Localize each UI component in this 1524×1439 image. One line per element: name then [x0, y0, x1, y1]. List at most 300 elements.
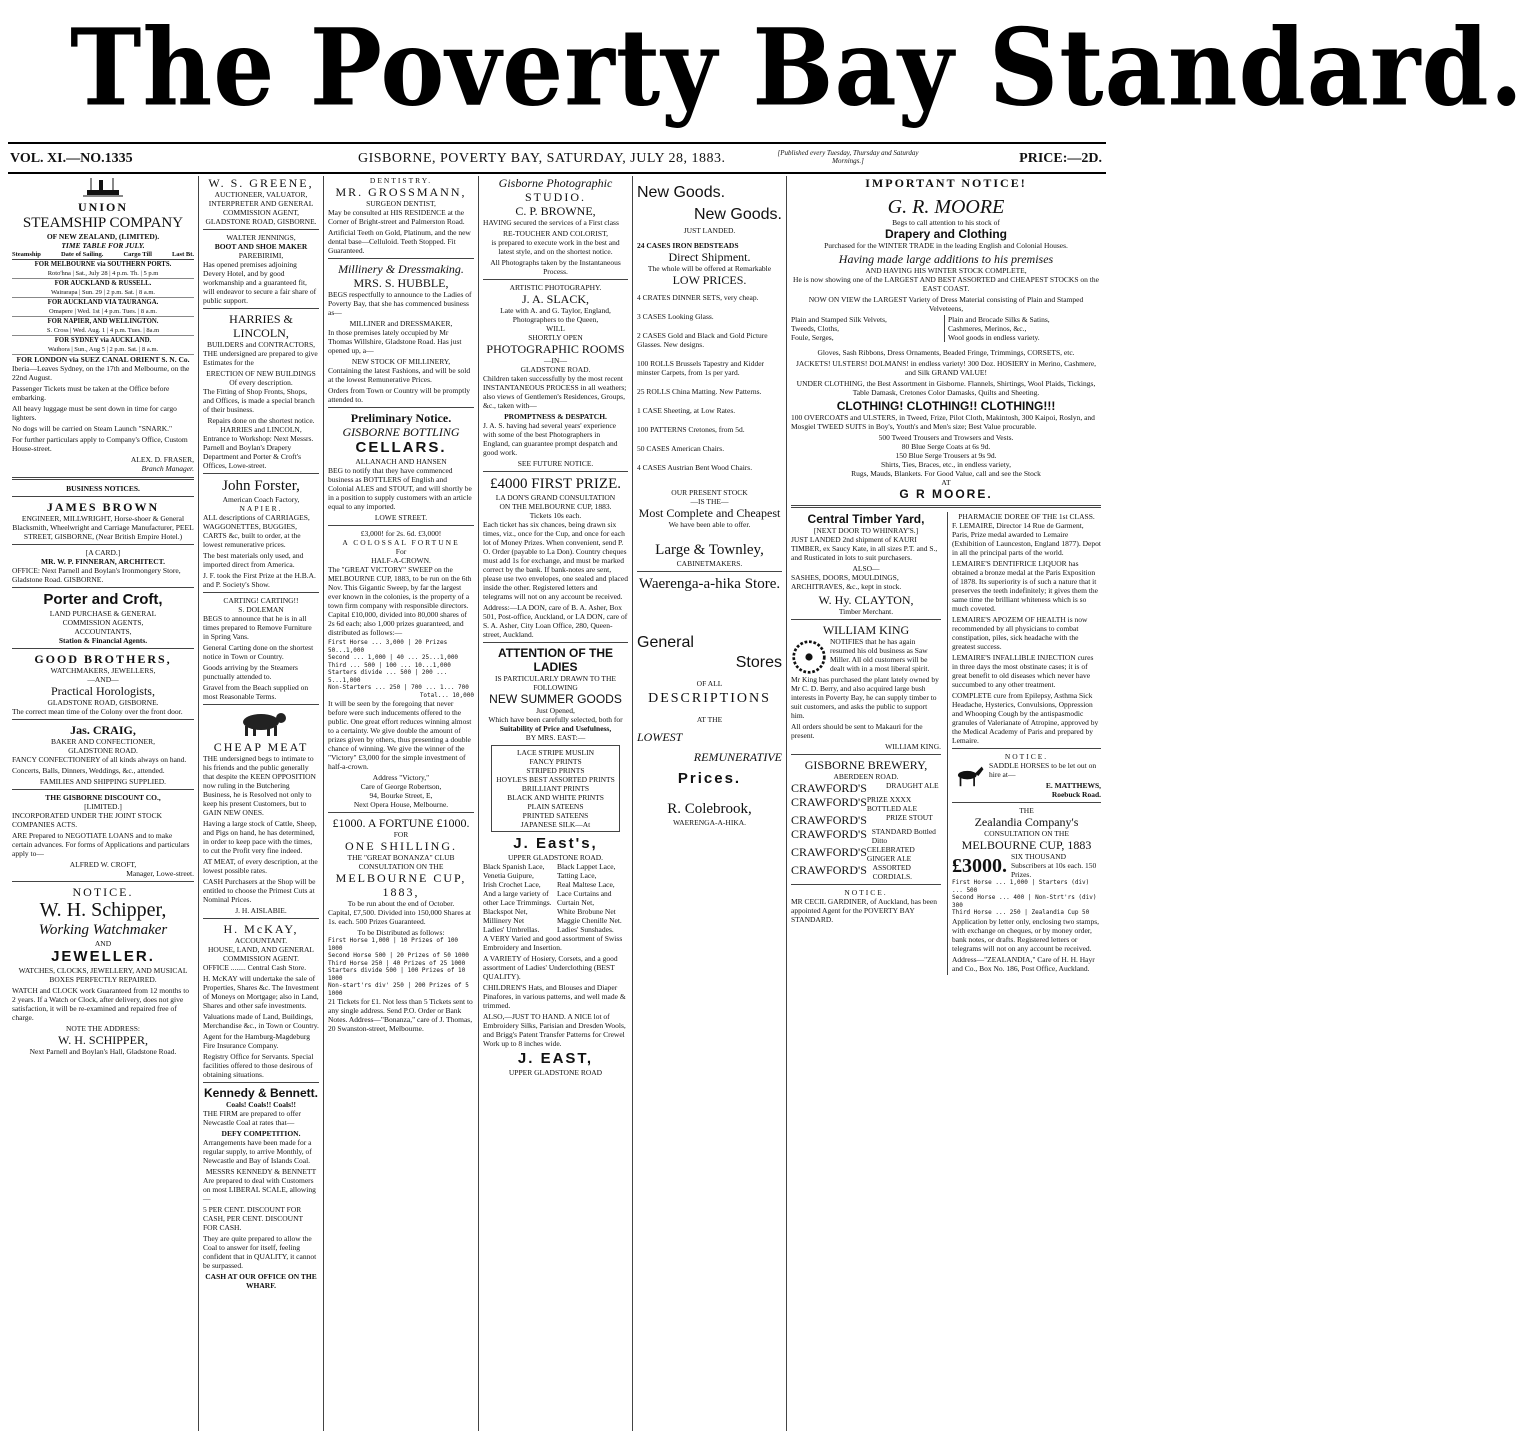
goods-item: 4 CRATES DINNER SETS, very cheap. [637, 293, 759, 302]
doleman-line: Gravel from the Beach supplied on most Reasonable Terms. [203, 683, 309, 701]
gardiner-notice: MR CECIL GARDINER, of Auckland, has been appointed Agent for the POVERTY BAY STANDARD. [791, 897, 937, 924]
craig-line: GLADSTONE ROAD. [68, 746, 138, 755]
porter-line: Station & Financial Agents. [58, 636, 148, 645]
doleman-name: S. DOLEMAN [238, 605, 284, 614]
hubble-name: MRS. S. HUBBLE, [353, 276, 449, 290]
timber-sub: [NEXT DOOR TO WHINRAY'S.] [813, 526, 919, 535]
gross-line: SURGEON DENTIST, [366, 199, 436, 208]
crawford-item: PRIZE XXXX BOTTLED ALE [866, 795, 918, 813]
union-note: Passenger Tickets must be taken at the Office before embarking. [12, 384, 170, 402]
meat-line: Having a large stock of Cattle, Sheep, and Pigs on hand, he has determined, in order to keep pace with the times, to cut the Profit very fine indeed. [203, 819, 317, 855]
prize-row: Starters divide ... 500 | 200 ... 5...1,000 [328, 669, 448, 684]
king-line: WILLIAM KING. [885, 742, 941, 751]
iberia-note: Iberia—Leaves Sydney, on the 17th and Melbourne, on the 22nd August. [12, 364, 190, 382]
masthead-rule-bottom [8, 172, 1106, 174]
crawford-brand: CRAWFORD'S [791, 813, 867, 827]
victory-line: Next Opera House, Melbourne. [353, 800, 449, 809]
prize-row: Third Horse ... 250 | Zealandia Cup 50 [952, 909, 1090, 916]
route-title: FOR SYDNEY via AUCKLAND. [54, 337, 152, 344]
route-row: Waihora | Sun., Aug 5 | 2 p.m. Sat. | 8 a.m. [12, 345, 194, 355]
victory-address: Address "Victory," [372, 773, 430, 782]
prize-row: First Horse ... 3,000 | 20 Prizes 50...1,000 [328, 639, 448, 654]
prize-row: Non-Starters ... 250 | 700 ... 1... 700 [328, 684, 469, 691]
notice-heading: NOTICE. [72, 885, 134, 899]
union-subtitle: STEAMSHIP COMPANY [22, 215, 184, 231]
east-left-list [483, 862, 554, 934]
route-row: Omapere | Wed. 1st | 4 p.m. Tues. | 8 a.m. [12, 307, 194, 317]
harries-line: The Fitting of Shop Fronts, Shops, and Offices, is made a special branch of their business. [203, 387, 315, 414]
route-row: S. Cross | Wed. Aug. 1 | 4 p.m. Tues. | 8a.m [12, 326, 194, 336]
sweep-for: For [395, 547, 407, 556]
gross-line: Artificial Teeth on Gold, Platinum, and the new dental base—Celluloid. Teeth Stopped. Fit Guaranteed. [328, 228, 471, 255]
present-stock: OUR PRESENT STOCK [671, 488, 748, 497]
remunerative: REMUNERATIVE [693, 750, 782, 764]
jennings-name: WALTER JENNINGS, [226, 233, 296, 242]
schipper-sub: Working Watchmaker [38, 922, 168, 938]
melbourne-cup: MELBOURNE CUP, 1883, [335, 871, 467, 899]
mckay-name: H. McKAY, [223, 922, 299, 936]
la-don-tickets: Tickets 10s each. [529, 511, 582, 520]
good-brothers: GOOD BROTHERS, [34, 652, 172, 666]
hubble-line: NEW STOCK OF MILLINERY, [351, 357, 451, 366]
first-prize: £4000 FIRST PRIZE. [490, 476, 621, 492]
z-address: Address—"ZEALANDIA," Care of H. H. Hayr and Co., Box No. 186, Post Office, Auckland. [952, 954, 1095, 973]
column-5 [637, 176, 782, 1431]
route-row: Roto'hna | Sat., July 28 | 4 p.m. Th. | 5 p.m [12, 269, 194, 279]
brown-desc: ENGINEER, MILLWRIGHT, Horse-shoer & General Blacksmith, Wheelwright and Carriage Manufacturer, PEEL STREET, GISBORNE, (Near British Empire Hotel.) [12, 514, 194, 541]
business-notices-heading: BUSINESS NOTICES. [66, 484, 140, 493]
th-cargo: Cargo Till [123, 251, 152, 258]
fortune-for: FOR [393, 830, 409, 839]
discount-line: ALFRED W. CROFT, [69, 860, 137, 869]
lower-left [791, 512, 941, 975]
slack-line2: —IN— [544, 356, 567, 365]
slack-line: WILL [546, 324, 565, 333]
east-right-list [557, 862, 628, 934]
slack-name: J. A. SLACK, [521, 292, 589, 306]
timber-line: Timber Merchant. [838, 607, 894, 616]
kennedy-line: MESSRS KENNEDY & BENNETT [205, 1167, 317, 1176]
crawford-item: DRAUGHT ALE [886, 781, 939, 790]
th-steamship: Steamship [12, 251, 41, 258]
at-the: AT THE [696, 715, 723, 724]
prize-row: Third ... 500 | 100 ... 10...1,000 [328, 661, 451, 669]
moore-at: AT [941, 478, 951, 487]
schipper-line: W. H. SCHIPPER, [58, 1033, 148, 1047]
fabric-item: Foule, Serges, [791, 333, 834, 342]
good-line: Practical Horologists, [51, 684, 155, 698]
east-box-item: FANCY PRINTS [529, 757, 582, 766]
porter-line: ACCOUNTANTS, [74, 627, 132, 636]
column-divider [198, 176, 199, 1431]
kennedy-name: Kennedy & Bennett. [203, 1086, 318, 1100]
colossal-heading: A COLOSSAL FORTUNE [342, 538, 460, 547]
route-title: FOR NAPIER, AND WELLINGTON. [47, 318, 159, 325]
volume-number: VOL. XI.—NO.1335 [10, 151, 133, 166]
route-row: Wairarapa | Sun. 29 | 2 p.m. Sat. | 8 a.m. [12, 288, 194, 298]
forster-sub: American Coach Factory, [222, 495, 300, 504]
bonanza: THE "GREAT BONANZA" CLUB CONSULTATION ON THE [347, 853, 455, 871]
z-prize-row [952, 852, 1101, 879]
craig-name: Jas. CRAIG, [70, 723, 136, 737]
cabinetmakers: CABINETMAKERS. [676, 559, 743, 568]
craig-line: BAKER AND CONFECTIONER, [51, 737, 155, 746]
column-divider [632, 176, 633, 1431]
mckay-line: Registry Office for Servants. Special facilities offered to those desirous of obtaining situations. [203, 1052, 314, 1079]
forster-line: J. F. took the First Prize at the H.B.A. and P. Society's Show. [203, 571, 316, 589]
east-item: Lace Curtains and Curtain Net, [557, 889, 612, 907]
remarkable: The whole will be offered at Remarkable [647, 264, 772, 273]
prize-row: First Horse ... 1,000 | Starters (div) ... 500 [952, 879, 1090, 894]
goods-item: 100 PATTERNS Cretones, from 5d. [637, 425, 745, 434]
mckay-line: Valuations made of Land, Buildings, Merchandise &c., in Town or Country. [203, 1012, 319, 1030]
east-box-item: STRIPED PRINTS [526, 766, 585, 775]
aislabie: J. H. AISLABIE. [235, 906, 287, 915]
route-title: FOR AUCKLAND VIA TAURANGA. [47, 299, 159, 306]
summer-line: Suitability of Price and Usefulness, [499, 724, 612, 733]
colebrook-place: WAERENGA-A-HIKA. [672, 818, 747, 827]
crawford-brand: CRAWFORD'S [791, 863, 867, 877]
timber-line: W. Hy. CLAYTON, [818, 593, 914, 607]
column-4 [483, 176, 628, 1431]
east-name: J. East's, [513, 835, 598, 852]
summer-line: Which have been carefully selected, both for [488, 715, 623, 724]
waerenga-store: Waerenga-a-hika Store. [638, 576, 781, 592]
east-box-item: PLAIN SATEENS [527, 802, 584, 811]
la-don-addr: Address:—LA DON, care of B. A. Asher, Box 501, Post-office, Auckland, or LA DON, care of S. A. Asher, City Loan Office, 280, Queen-street, Auckland. [483, 603, 628, 639]
trousers-line: 500 Tweed Trousers and Trowsers and Vests. [878, 433, 1014, 442]
good-line: —AND— [87, 675, 119, 684]
harries-sub: BUILDERS and CONTRACTORS, [207, 340, 315, 349]
prize-row: Third Horse 250 | 40 Prizes of 25 1000 [328, 959, 466, 967]
east-foot-addr: UPPER GLADSTONE ROAD [508, 1068, 603, 1077]
east-line: A VARIETY of Hosiery, Corsets, and a good assortment of Ladies' Underclothing (BEST QUALITY). [483, 954, 618, 981]
discount-line: INCORPORATED UNDER THE JOINT STOCK COMPANIES ACTS. [12, 811, 163, 829]
jennings-line: Has opened premises adjoining Devery Hotel, and by good workmanship and a guaranteed fit, will endeavor to secure a fair share of public support. [203, 260, 317, 305]
east-line: ALSO,—JUST TO HAND. A NICE lot of Embroidery Silks, Parisian and Dresden Wools, and Brigg's Patent Transfer Patterns for Crewel Work up to 8 inches wide. [483, 1012, 626, 1048]
lemaire-line: COMPLETE cure from Epilepsy, Asthma Sick Headache, Hysterics, Convulsions, Oppression and Whooping Cough by the antispasmodic granules of Valerianate of Atropine, approved by the Medical Academy of Paris and prepared by Lemaire. [952, 691, 1099, 745]
z-body: Application by letter only, enclosing two stamps, with exchange on cheques, or by money order, bank notes, or drafts. Registered letters or telegrams will not on any account be received. [952, 916, 1099, 953]
clothing-heading: CLOTHING! CLOTHING!! CLOTHING!!! [836, 399, 1056, 413]
union-note: For further particulars apply to Company's Office, Custom House-street. [12, 435, 188, 453]
fabric-right [944, 315, 1101, 342]
good-line: WATCHMAKERS, JEWELLERS, [50, 666, 156, 675]
goods-item: 100 ROLLS Brussels Tapestry and Kidder minster Carpets, from 1s per yard. [637, 359, 765, 377]
th-date: Date of Sailing. [60, 251, 104, 258]
slack-line2: J. A. S. having had several years' experience with some of the best Photographers in England, can guarantee prompt despatch and good work. [483, 421, 618, 457]
moore-now-on: NOW ON VIEW the LARGEST Variety of Dress Material consisting of Plain and Stamped Velveteens, [808, 295, 1084, 313]
mckay-line: OFFICE ........ Central Cash Store. [203, 963, 307, 972]
east-item: Millinery Net [483, 916, 525, 925]
lemaire-line: LEMAIRE'S DENTIFRICE LIQUOR has obtained a bronze medal at the Paris Exposition of 1878. Its superiority is of such a nature that it preserves the teeth indefinitely; it gives them the same time the brilliant whiteness which is so much coveted. [952, 559, 1098, 613]
zealandia-heading: Zealandia Company's [974, 815, 1079, 829]
slack-line2: SEE FUTURE NOTICE. [517, 459, 594, 468]
direct-shipment: Direct Shipment. [668, 250, 751, 264]
discount-line: Manager, Lowe-street. [126, 869, 194, 878]
hubble-line: In those premises lately occupied by Mr Thomas Willshire, Gladstone Road. Has just opened up, a— [328, 328, 462, 355]
crawford-item: STANDARD Bottled Ditto [871, 827, 936, 845]
allanach-name: ALLANACH AND HANSEN [355, 457, 447, 466]
bull-icon [231, 708, 291, 738]
union-agent-role: Branch Manager. [141, 464, 194, 473]
east-line: CHILDREN'S Hats, and Blouses and Diaper Pinafores, in various patterns, and well made & trimmed. [483, 983, 626, 1010]
summer-line: BY MRS. EAST:— [525, 733, 586, 742]
fabric-item: Plain and Stamped Silk Velvets, [791, 315, 887, 324]
studio-heading: STUDIO. [525, 190, 586, 204]
jennings-line: PAREBIRIMI, [238, 251, 284, 260]
crawford-brand: CRAWFORD'S [791, 845, 867, 859]
sweep-body: The "GREAT VICTORY" SWEEP on the MELBOURNE CUP, 1883, to be run on the 6th Nov. This Gigantic Sweep, by far the largest ever known in the colonies, is the property of a town firm company with responsible directors. Capital £10,000, divided into 80,000 shares of 2s 6d each; also 1,000 prizes guaranteed, and distributed as follows:— [328, 565, 472, 637]
millinery-heading: Millinery & Dressmaking. [338, 262, 464, 276]
finneran-office: OFFICE: Next Parnell and Boylan's Ironmongery Store, Gladstone Road. GISBORNE. [12, 566, 181, 584]
price: PRICE:—2D. [1019, 151, 1102, 166]
sweep-head: £3,000! for 2s. 6d. £3,000! [360, 529, 442, 538]
schipper-name: W. H. Schipper, [39, 899, 167, 921]
east-lists [483, 862, 628, 934]
sweep-text: It will be seen by the foregoing that never before were such inducements offered to the public. One great effort reduces winning almost to a certainty. We give double the amount of prizes given by others, thus presenting a double chance of winning. We give the winner of the "Victory" £3,000 for the simple investment of half-a-crown. [328, 699, 472, 771]
bedsteads: 24 CASES IRON BEDSTEADS [637, 241, 739, 250]
union-title: UNION [77, 200, 128, 214]
timetable-heading: TIME TABLE FOR JULY. [61, 241, 145, 250]
east-item: Tatting Lace, [557, 871, 597, 880]
brewery-heading: GISBORNE BREWERY, [804, 758, 928, 772]
most-complete: Most Complete and Cheapest [638, 506, 781, 520]
browne-line: is prepared to execute work in the best and latest style, and on the shortest notice. [491, 238, 620, 256]
just-landed: JUST LANDED. [683, 226, 736, 235]
browne-line: HAVING secured the services of a First class [483, 218, 619, 227]
goods-item: 25 ROLLS China Matting. New Patterns. [637, 387, 762, 396]
browne-name: C. P. BROWNE, [515, 204, 596, 218]
attention-sub: IS PARTICULARLY DRAWN TO THE FOLLOWING [495, 674, 616, 692]
crawford-row [791, 795, 941, 813]
harries-line: THE undersigned are prepared to give Estimates for the [203, 349, 318, 367]
low-prices: LOW PRICES. [672, 273, 747, 287]
craig-line: FAMILIES AND SHIPPING SUPPLIED. [39, 777, 167, 786]
kennedy-line: 5 PER CENT. DISCOUNT FOR CASH, PER CENT. DISCOUNT FOR CASH. [203, 1205, 303, 1232]
porter-line: LAND PURCHASE & GENERAL [49, 609, 157, 618]
harries-line: ERECTION OF NEW BUILDINGS [206, 369, 316, 378]
mckay-line: ACCOUNTANT. [234, 936, 288, 945]
harries-line: Repairs done on the shortest notice. [207, 416, 315, 425]
hubble-line: Orders from Town or Country will be promptly attended to. [328, 386, 471, 404]
goods-item: 1 CASE Sheeting, at Low Rates. [637, 406, 736, 415]
browne-line: RE-TOUCHER AND COLORIST, [503, 229, 608, 238]
masthead-rule-top [8, 142, 1106, 144]
allanach-line: BEG to notify that they have commenced business as BOTTLERS of English and Colonial ALES and STOUT, and will shortly be in a position to supply customers with an article equal to any imported. [328, 466, 472, 511]
bonanza-line: To be run about the end of October. [347, 899, 455, 908]
column-3 [328, 176, 474, 1431]
hubble-line: Containing the latest Fashions, and will be sold at the lowest Remunerative Prices. [328, 366, 471, 384]
east-item: Venetia Guipure, [483, 871, 534, 880]
allanach-line: LOWE STREET. [374, 513, 428, 522]
east-item: Black Lappet Lace, [557, 862, 616, 871]
goods-item: 50 CASES American Chairs. [637, 444, 725, 453]
slack-line2: PROMPTNESS & DESPATCH. [504, 412, 607, 421]
fabric-item: Cashmeres, Merinos, &c., [948, 324, 1027, 333]
moore-under: UNDER CLOTHING, the Best Assortment in Gisborne. Flannels, Shirtings, Wool Plaids, Tickings, Table Damask, Cretones Color Damasks, Quilts and Sheeting. [796, 379, 1096, 397]
timetable-header [12, 250, 194, 260]
grossmann-name: MR. GROSSMANN, [335, 185, 467, 199]
prize-row: Starters divide 500 | 100 Prizes of 10 1000 [328, 967, 466, 982]
column-divider [786, 176, 787, 1431]
crawford-row [791, 781, 941, 795]
east-line: A VERY Varied and good assortment of Swiss Embroidery and Insertion. [483, 934, 623, 952]
moore-additions: Having made large additions to his premises [838, 252, 1054, 266]
forster-place: NAPIER. [239, 504, 283, 513]
gross-line: May be consulted at HIS RESIDENCE at the Corner of Bright-street and Palmerston Road. [328, 208, 465, 226]
hubble-line: MILLINER and DRESSMAKER, [349, 319, 453, 328]
moore-gloves: Gloves, Sash Ribbons, Dress Ornaments, Beaded Fringe, Trimmings, CORSETS, etc. [817, 348, 1075, 357]
east-box-item: LACE STRIPE MUSLIN [516, 748, 595, 757]
z-prizes [952, 879, 1101, 917]
card-label: [A CARD.] [85, 548, 121, 557]
timber-heading: Central Timber Yard, [807, 512, 925, 526]
union-nz: OF NEW ZEALAND, (LIMITED). [46, 232, 160, 241]
publication-note: [Published every Tuesday, Thursday and Saturday Mornings.] [777, 149, 919, 165]
slack-line2: Children taken successfully by the most recent INSTANTANEOUS PROCESS in all weathers; also views of Gentlemen's Residences, Groups, &c., taken with— [483, 374, 627, 410]
schipper-and: AND [94, 939, 112, 948]
crawford-brand: CRAWFORD'S [791, 795, 867, 809]
schipper-line: WATCHES, CLOCKS, JEWELLERY, AND MUSICAL BOXES PERFECTLY REPAIRED. [18, 966, 188, 984]
kennedy-line: Arrangements have been made for a regular supply, to arrive Monthly, of Newcastle and Bay of Islands Coal. [203, 1138, 312, 1165]
king-line: All orders should be sent to Makauri for the present. [791, 722, 923, 740]
meat-line: THE undersigned begs to intimate to his friends and the public generally that despite the KEEN OPPOSITION now ruling in the Butchering Business, he is Resolved not only to keep his present Customers, but to GAIN NEW ONES. [203, 754, 316, 817]
prize-row: Second Horse 500 | 20 Prizes of 50 1000 [328, 952, 469, 959]
trousers-line: 80 Blue Serge Coats at 6s 9d. [901, 442, 991, 451]
harries-line: Of every description. [229, 378, 293, 387]
east-item: Blackspot Net, [483, 907, 528, 916]
greene-line: AUCTIONEER, VALUATOR, [214, 190, 308, 199]
east-item: White Brobune Net [557, 907, 616, 916]
east-item: Maggie Chenille Net. [557, 916, 622, 925]
east-box-item: PRINTED SATEENS [522, 811, 589, 820]
z-consultation: CONSULTATION ON THE [984, 829, 1069, 838]
east-foot: J. EAST, [517, 1050, 594, 1067]
fortune-head: £1000. A FORTUNE £1000. [332, 816, 470, 830]
column-divider [478, 176, 479, 1431]
carting-heading: CARTING! CARTING!! [223, 596, 299, 605]
trousers-line: Shirts, Ties, Braces, etc., in endless variety, [881, 460, 1011, 469]
victory-line: 94, Bourke Street, E, [369, 791, 433, 800]
slack-line: Late with A. and G. Taylor, England, Photographers to the Queen, [500, 306, 611, 324]
greene-line: GLADSTONE ROAD, GISBORNE. [205, 217, 317, 226]
la-don: LA DON'S GRAND CONSULTATION [495, 493, 616, 502]
photo-heading: Gisborne Photographic [498, 176, 613, 190]
discount-title: THE GISBORNE DISCOUNT CO., [45, 793, 161, 802]
mckay-line: H. McKAY will undertake the sale of Properties, Shares &c. The Investment of Moneys on Mortgage; also in Land, Shares and other safe investments. [203, 974, 319, 1010]
crawford-row [791, 845, 941, 863]
saw-blade-icon [791, 639, 827, 675]
east-addr: UPPER GLADSTONE ROAD. [507, 853, 604, 862]
fabric-left [791, 315, 944, 342]
goods-item: 3 CASES Looking Glass. [637, 312, 714, 321]
hubble-line: BEGS respectfully to announce to the Ladies of Poverty Bay, that she has commenced business as— [328, 290, 472, 317]
th-last: Last Bt. [171, 251, 194, 258]
horse-icon [952, 763, 986, 789]
east-box-item: BRILLIANT PRINTS [521, 784, 590, 793]
finneran-name: MR. W. P. FINNERAN, ARCHITECT. [41, 557, 165, 566]
harries-name: HARRIES & LINCOLN, [229, 312, 293, 340]
notice-heading-2: NOTICE. [844, 888, 888, 897]
drapery-heading: Drapery and Clothing [884, 227, 1007, 241]
prize-row: First Horse 1,000 | 10 Prizes of 100 1000 [328, 937, 459, 952]
harries-line: Entrance to Workshop: Next Messrs. Parnell and Boylan's Drapery Department and Porter & Croft's Offices, Lowe-street. [203, 434, 314, 470]
route-list [12, 260, 194, 355]
z-melbourne-cup: MELBOURNE CUP, 1883 [961, 838, 1092, 852]
discount-line: ARE Prepared to NEGOTIATE LOANS and to make certain advances. For forms of Applications and particulars apply to— [12, 831, 190, 858]
column-1 [12, 176, 194, 1431]
lemaire-line: LEMAIRE'S APOZEM OF HEALTH is now recommended by all physicians to combat constipation, piles, sick headache with the greatest success. [952, 615, 1088, 651]
moore-jackets: JACKETS! ULSTERS! DOLMANS! in endless variety! 300 Doz. HOSIERY in Merino, Cashmere, and Silk GRAND VALUE! [795, 359, 1097, 377]
greene-line: INTERPRETER AND GENERAL COMMISSION AGENT, [208, 199, 314, 217]
summer-line: Just Opened, [536, 706, 575, 715]
craig-line: FANCY CONFECTIONERY of all kinds always on hand. [12, 755, 187, 764]
mckay-line: Agent for the Hamburg-Magdeburg Fire Insurance Company. [203, 1032, 310, 1050]
goods-item: 2 CASES Gold and Black and Gold Picture Glasses. New designs. [637, 331, 768, 349]
crawford-row [791, 863, 941, 881]
able-to-offer: We have been able to offer. [668, 520, 751, 529]
kennedy-line: Are prepared to deal with Customers on most LIBERAL SCALE, allowing— [203, 1176, 316, 1203]
bonanza-end: 21 Tickets for £1. Not less than 5 Tickets sent to any single address. Send P.O. Order or Bank Notes. Address—"Bonanza," care of J. Thomas, 20 Swanston-street, Melbourne. [328, 997, 473, 1033]
kennedy-line: DEFY COMPETITION. [221, 1129, 301, 1138]
victory-line: Care of George Robertson, [360, 782, 442, 791]
route-title: FOR MELBOURNE via SOUTHERN PORTS. [34, 261, 172, 268]
trousers-line: Rugs, Mauds, Blankets. For Good Value, call and see the Stock [851, 469, 1041, 478]
meat-line: AT MEAT, of every description, at the lowest possible rates. [203, 857, 318, 875]
bottling-heading: GISBORNE BOTTLING [342, 425, 460, 439]
goods-item: 4 CASES Austrian Bent Wood Chairs. [637, 463, 753, 472]
coals-heading: Coals! Coals!! Coals!! [226, 1100, 296, 1109]
moore-purchased: Purchased for the WINTER TRADE in the leading English and Colonial Houses. [824, 241, 1068, 250]
east-item: Irish Crochet Lace, [483, 880, 541, 889]
prize-row: Second ... 1,000 | 40 ... 25...1,000 [328, 654, 459, 661]
cheap-meat: CHEAP MEAT [213, 740, 309, 754]
timber-line: SASHES, DOORS, MOULDINGS, ARCHITRAVES, &c., kept in stock. [791, 573, 902, 591]
east-box [491, 745, 620, 832]
dateline [8, 148, 1106, 170]
timber-line: JUST LANDED 2nd shipment of KAURI TIMBER, ex Saucy Kate, in all sizes P.T. and S., and Rusticated in lots to suit purchasers. [791, 535, 938, 562]
cellars-heading: CELLARS. [355, 439, 447, 456]
artistic-heading: ARTISTIC PHOTOGRAPHY. [509, 283, 602, 292]
lemaire-line: F. LEMAIRE, Director 14 Rue de Garment, Paris, Prize medal awarded to Lemaire (Exhibition of Launceston, England 1877). Depot in all the principal parts of the world. [952, 521, 1101, 557]
one-shilling: ONE SHILLING. [345, 839, 457, 853]
fabric-item: Tweeds, Cloths, [791, 324, 840, 333]
dentistry-heading: DENTISTRY. [369, 176, 433, 185]
east-box-item: HOYLE'S BEST ASSORTED PRINTS [496, 775, 615, 784]
crawford-row [791, 827, 941, 845]
london-route: FOR LONDON via SUEZ CANAL ORIENT S. N. Co. [16, 355, 190, 364]
meat-line: CASH Purchasers at the Shop will be entitled to choose the Primest Cuts at Nominal Prices. [203, 877, 316, 904]
east-item: Black Spanish Lace, [483, 862, 545, 871]
la-don-sub: ON THE MELBOURNE CUP, 1883. [499, 502, 612, 511]
east-box-item: JAPANESE SILK—At [520, 820, 591, 829]
moore-foot: G R MOORE. [899, 487, 993, 501]
la-don-body: Each ticket has six chances, being drawn six times, viz., once for the Cup, and once for each lot of Money Prizes. When convenient, send P. O. Order (payable to La Don). Country cheques must add 1s for exchange, and must be marked correct by the bank. If bank-notes are sent, please use two envelopes, one sealed and placed inside the other. Registered letters and telegrams will not on any account be received. [483, 520, 628, 601]
prize-total: Total... 10,000 [419, 691, 474, 699]
schipper-line: NOTE THE ADDRESS: [65, 1024, 141, 1033]
summer-heading: NEW SUMMER GOODS [489, 692, 622, 706]
new-goods-2: New Goods. [693, 206, 782, 223]
king-name: WILLIAM KING [822, 623, 910, 637]
schipper-line: Next Parnell and Boylan's Hall, Gladstone Road. [29, 1047, 177, 1056]
browne-line: All Photographs taken by the Instantaneous Process. [490, 258, 621, 276]
timber-line: ALSO— [852, 564, 880, 573]
notice-heading-3: NOTICE. [1004, 752, 1049, 761]
king-line: NOTIFIES that he has again resumed his old business as Saw Miller. All old customers will be dealt with in a most liberal spirit. [830, 637, 930, 673]
forster-line: The best materials only used, and imported direct from America. [203, 551, 304, 569]
matthews-sub: Roebuck Road. [1051, 790, 1101, 799]
porter-croft: Porter and Croft, [43, 591, 163, 608]
